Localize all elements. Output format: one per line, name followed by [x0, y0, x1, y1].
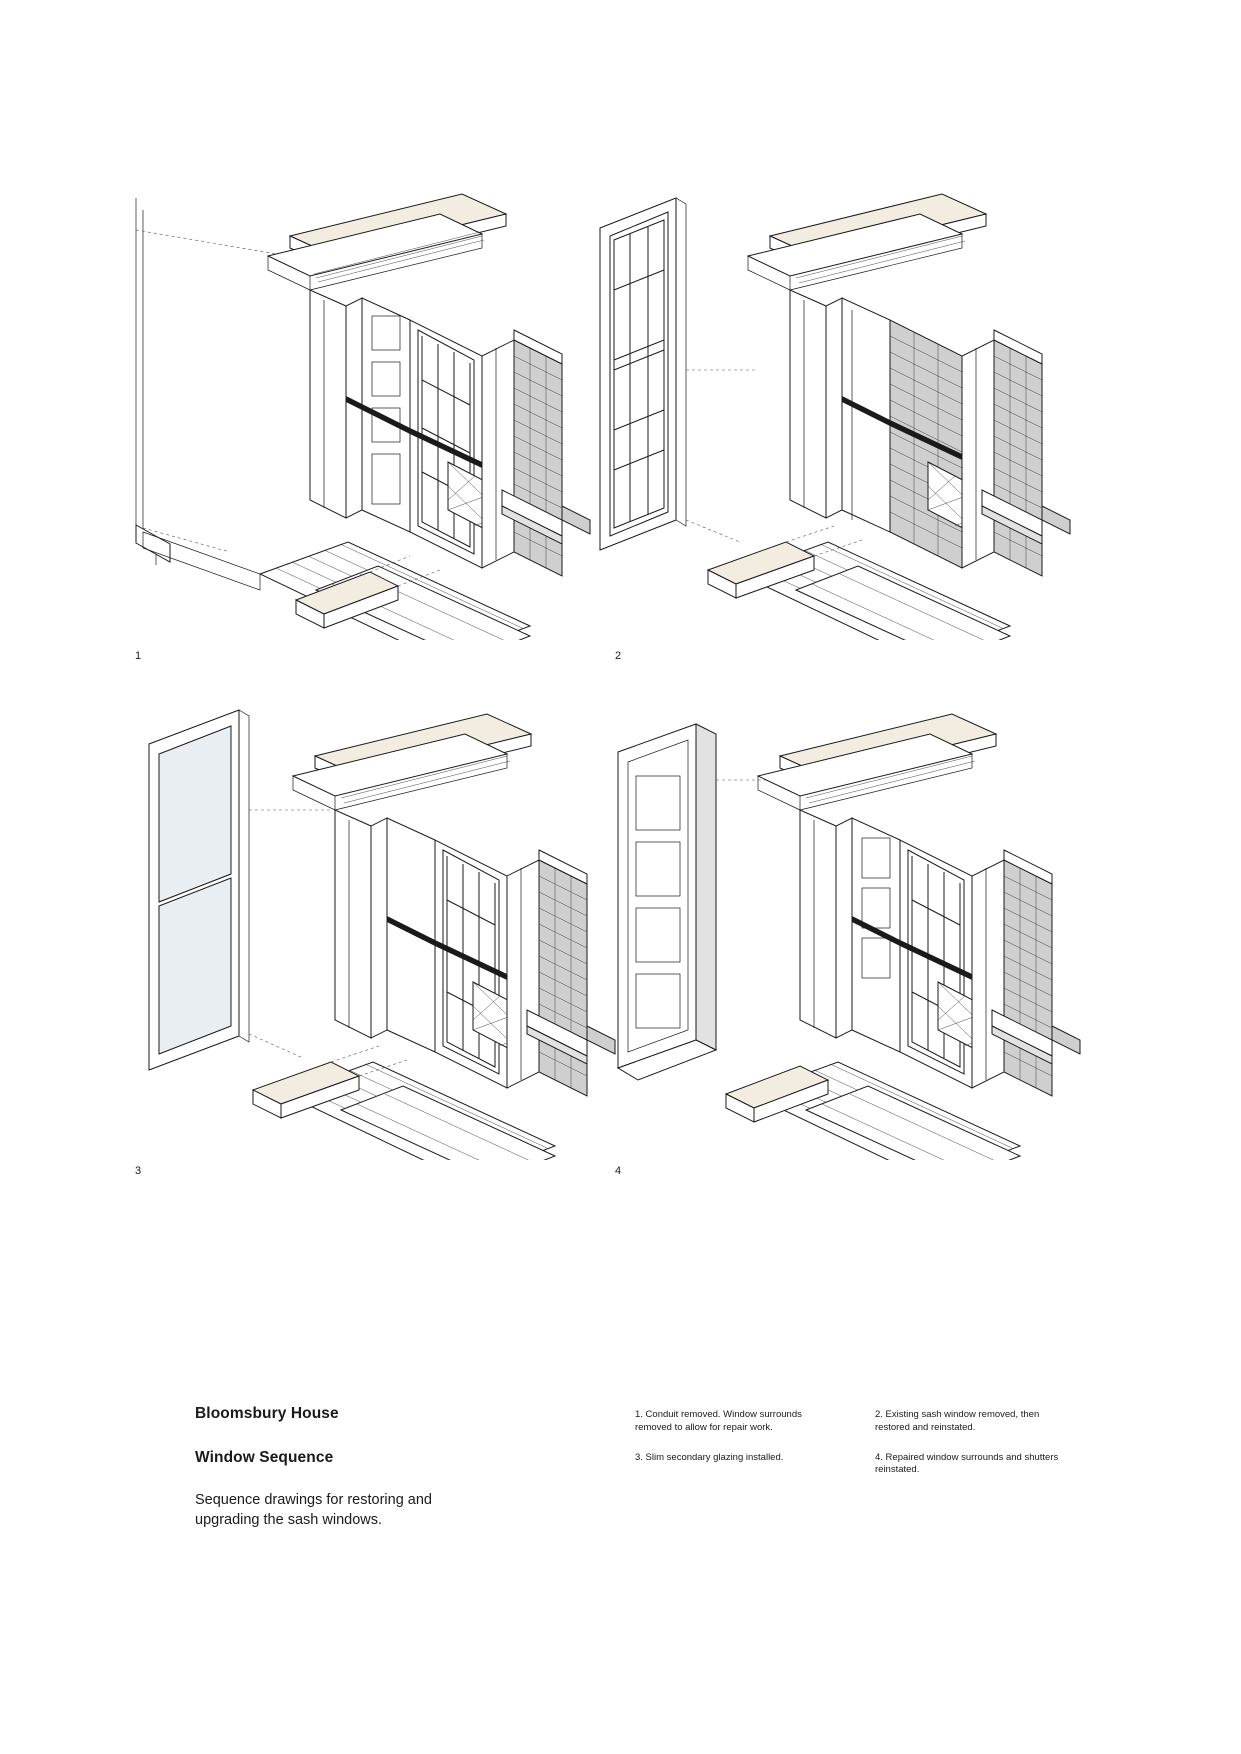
drawing-panel-2 — [590, 170, 1080, 640]
drawing-title: Window Sequence — [195, 1449, 334, 1466]
note-4: 4. Repaired window surrounds and shutters reinstated. — [875, 1451, 1059, 1476]
panel-number-1: 1 — [135, 650, 142, 662]
notes-column-right — [875, 1409, 1075, 1494]
note-3: 3. Slim secondary glazing installed. — [635, 1451, 784, 1463]
panel-number-3: 3 — [135, 1165, 142, 1177]
note-1: 1. Conduit removed. Window surrounds removed to allow for repair work. — [635, 1409, 802, 1433]
drawing-description: Sequence drawings for restoring and upgrading the sash windows. — [195, 1492, 432, 1528]
panel-grid — [110, 170, 1130, 1190]
title-block-left — [195, 1405, 525, 1530]
drawing-panel-4 — [600, 690, 1090, 1160]
note-2: 2. Existing sash window removed, then restored and reinstated. — [875, 1409, 1040, 1433]
drawing-panel-3 — [135, 690, 625, 1160]
project-title: Bloomsbury House — [195, 1405, 339, 1422]
panel-number-4: 4 — [615, 1165, 622, 1177]
panel-number-2: 2 — [615, 650, 622, 662]
notes-column-left — [635, 1409, 835, 1481]
drawing-panel-1 — [110, 170, 600, 640]
